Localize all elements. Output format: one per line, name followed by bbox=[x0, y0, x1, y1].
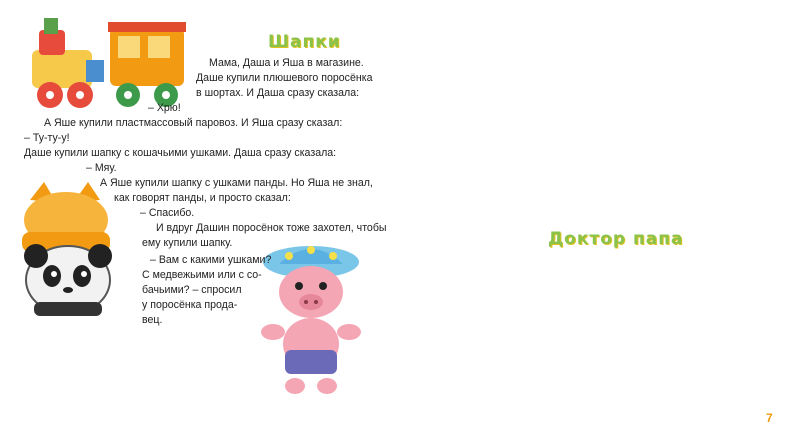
story-title: Доктор папа bbox=[548, 229, 684, 249]
text-line: А Яше купили шапку с ушками панды. Но Яша не знал, bbox=[100, 177, 373, 189]
toy-train-illustration bbox=[24, 10, 199, 115]
text-line: – Вам с какими ушками? bbox=[150, 254, 272, 266]
story-title: Шапки bbox=[268, 32, 341, 52]
text-line: – Мяу. bbox=[86, 162, 117, 174]
hats-illustration bbox=[12, 180, 122, 320]
text-line: – Ту-ту-у! bbox=[24, 132, 70, 144]
text-line: – Спасибо. bbox=[140, 207, 195, 219]
right-page bbox=[400, 0, 800, 443]
text-line: И вдруг Дашин поросёнок тоже захотел, чтобы bbox=[156, 222, 387, 234]
text-line: Даше купили шапку с кошачьими ушками. Даша сразу сказала: bbox=[24, 147, 337, 159]
text-line: А Яше купили пластмассовый паровоз. И Яша сразу сказал: bbox=[44, 117, 343, 129]
text-line: Даше купили плюшевого поросёнка bbox=[196, 72, 373, 84]
text-line: Мама, Даша и Яша в магазине. bbox=[209, 57, 364, 69]
text-line: ему купили шапку. bbox=[142, 237, 233, 249]
text-line: в шортах. И Даша сразу сказала: bbox=[196, 87, 360, 99]
page-number: 7 bbox=[766, 411, 773, 425]
text-line: у поросёнка прода- bbox=[142, 299, 238, 311]
text-line: – Хрю! bbox=[148, 102, 181, 114]
text-line: С медвежьими или с со- bbox=[142, 269, 262, 281]
text-line: вец. bbox=[142, 314, 163, 326]
text-line: как говорят панды, и просто сказал: bbox=[114, 192, 291, 204]
pig-in-panama-illustration bbox=[255, 240, 370, 400]
text-line: бачьими? – спросил bbox=[142, 284, 242, 296]
